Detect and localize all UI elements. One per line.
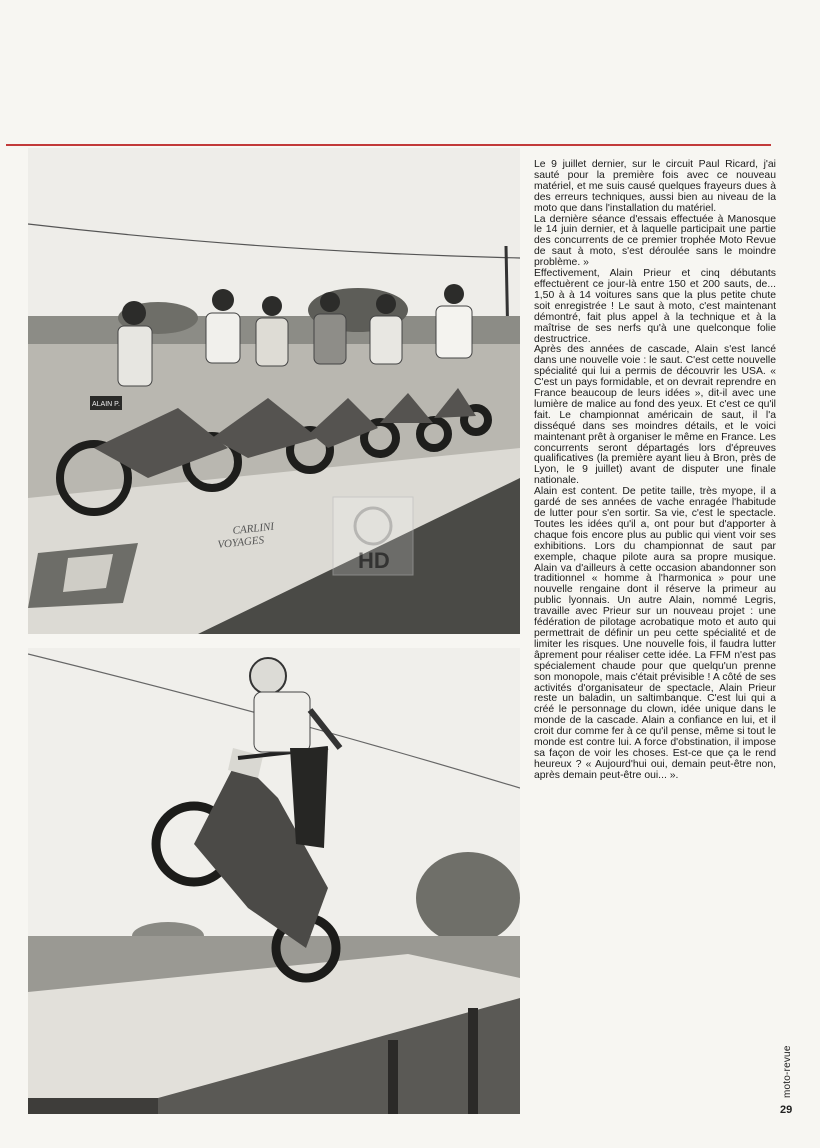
article-body (534, 160, 776, 782)
watermark-logo (332, 496, 414, 576)
article-paragraph: Après des années de cascade, Alain s'est lancé dans une nouvelle voie : le saut. C'est cette nouvelle spécialité qui lui a permis de découvrir les USA. « C'est un pays formidable, et on devrait reprendre en France beaucoup de leurs idées », dit-il avec une lumière de malice au fond des yeux. Et c'est ce qu'il fait. Le championnat américain de saut, il l'a disséqué dans ses moindres détails, et le voici maintenant prêt à organiser le même en France. Les concurrents seront départagés lors d'épreuves qualificatives (la première ayant lieu à Bron, près de Lyon, le 9 juillet) avant de disputer une finale nationale. (534, 344, 776, 487)
svg-text:ALAIN P.: ALAIN P. (92, 401, 120, 408)
riders-group-photo (28, 148, 520, 634)
ramp-lettering-line2: VOYAGES (217, 534, 265, 551)
wheelie-rider-photo (28, 648, 520, 1114)
article-paragraph: Effectivement, Alain Prieur et cinq débutants effectuèrent ce jour-là entre 150 et 200 sauts, de... 1,50 à à 14 voitures sans que la plus petite chute soit enregistrée ! Le saut à moto, c'est maintenant démontré, fait plus appel à la technique et à la maîtrise de ses nerfs qu'à une quelconque folie destructrice. (534, 268, 776, 345)
article-paragraph: Alain est content. De petite taille, très myope, il a gardé de ses années de vache enragée l'habitude de lutter pour s'en sortir. Sa vie, c'est le spectacle. Toutes les idées qu'il a, ont pour but d'apporter à chaque fois encore plus au public qui vient voir ses exhibitions. Lors du championnat de saut par exemple, chaque pilote aura sa propre musique. Alain va d'ailleurs à cette occasion abandonner son traditionnel « homme à l'harmonica » pour une nouvelle rengaine dont il réserve la primeur au public lyonnais. Un autre Alain, nommé Legris, travaille avec Prieur sur un nouveau projet : une fédération de pilotage acrobatique moto et auto qui permettrait de définir un peu cette spécialité et de limiter les risques. Une nouvelle fois, il faudra lutter âprement pour réaliser cette idée. La FFM n'est pas spécialement chaude pour que quelqu'un prenne son monopole, mais c'était prévisible ! A côté de ses activités d'organisateur de spectacle, Alain Prieur reste un baladin, un saltimbanque. C'est lui qui a créé le personnage du clown, idée unique dans le monde de la cascade. Alain a confiance en lui, et il croit dur comme fer à ce qu'il pense, même si tout le monde est contre lui. A force d'obstination, il impose sa façon de voir les choses. Est-ce que ça le rend heureux ? « Aujourd'hui oui, demain peut-être non, après demain peut-être oui... ». (534, 486, 776, 781)
wheelie-rider-illustration (28, 648, 520, 1114)
ramp-lettering-line1: CARLINI (232, 520, 275, 537)
riders-group-illustration (28, 148, 520, 634)
page-number: 29 (780, 1104, 793, 1116)
article-paragraph: Le 9 juillet dernier, sur le circuit Paul Ricard, j'ai sauté pour la première fois avec ce nouveau matériel, et me suis causé quelques frayeurs dues à des erreurs techniques, aussi bien au niveau de la moto que dans l'installation du matériel. (534, 159, 776, 214)
red-header-rule (6, 144, 771, 146)
watermark-text: HD (358, 548, 390, 573)
article-paragraph: La dernière séance d'essais effectuée à Manosque le 14 juin dernier, et à laquelle participait une partie des concurrents de ce premier trophée Moto Revue de saut à moto, s'est déroulée sans le moindre problème. » (534, 213, 776, 269)
magazine-name: moto-revue (782, 1045, 793, 1098)
